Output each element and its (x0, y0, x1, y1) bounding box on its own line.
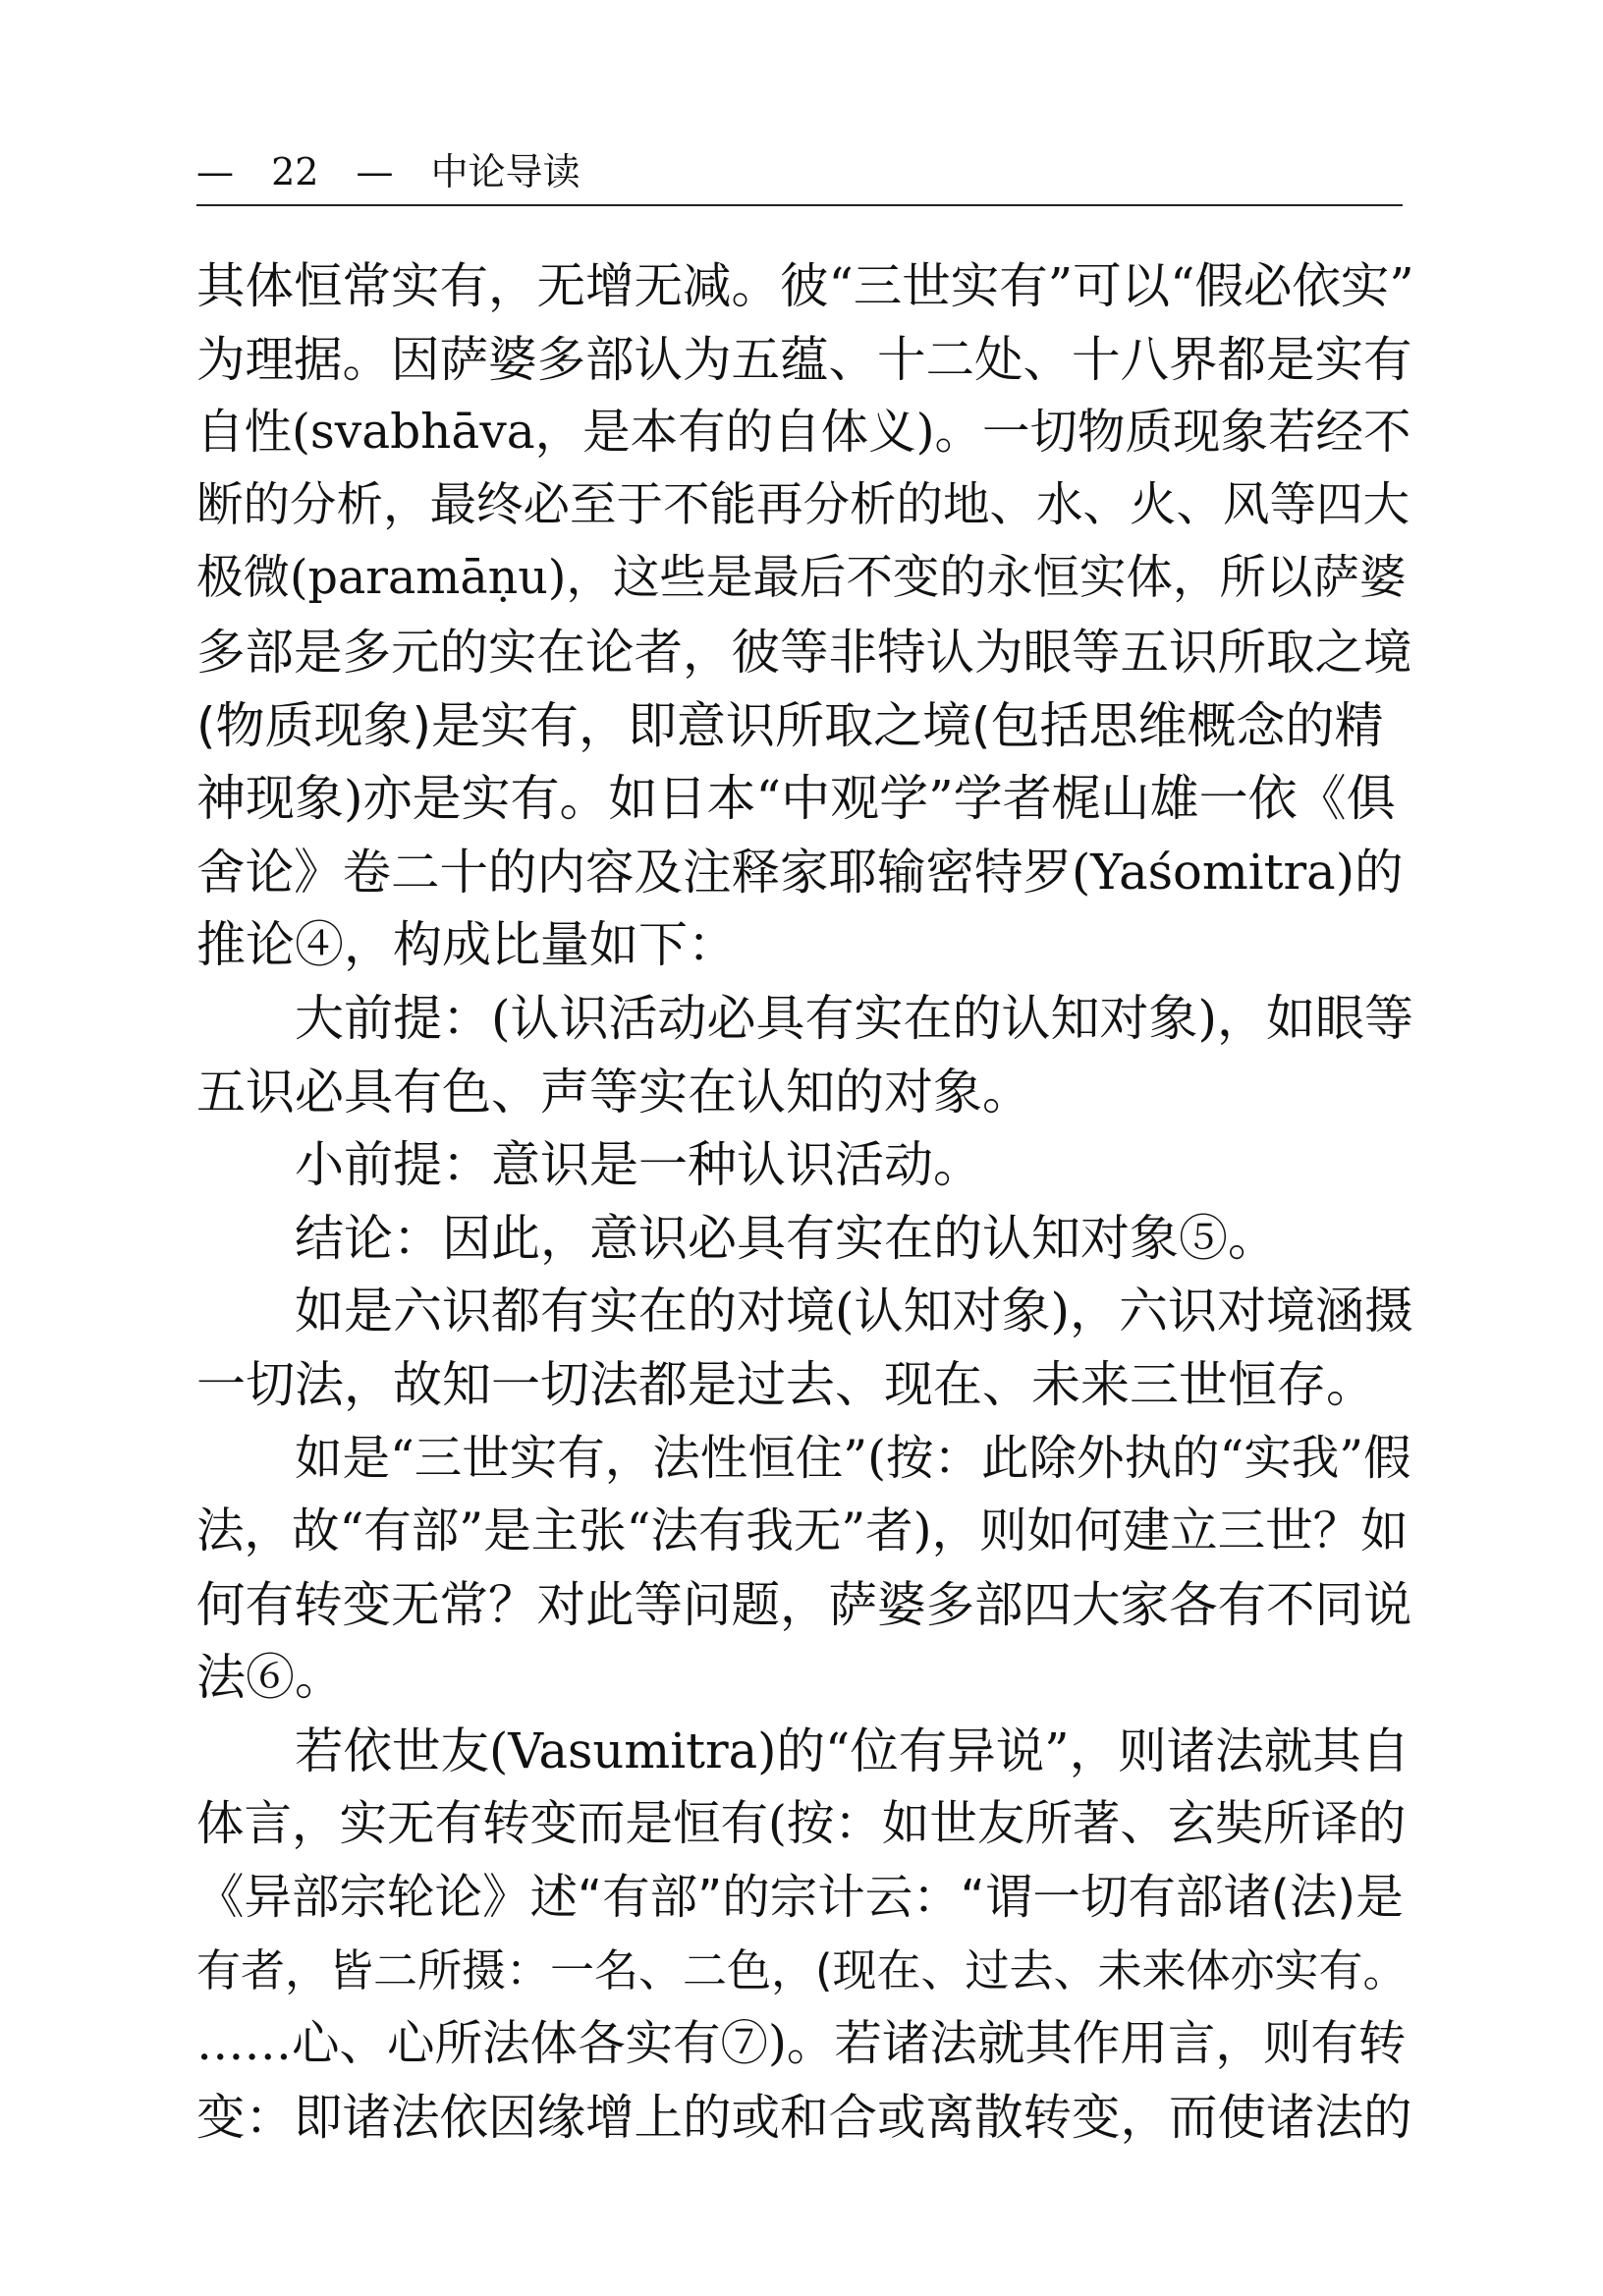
page-number: 22 (271, 150, 319, 193)
text-line: 若依世友(Vasumitra)的“位有异说”，则诸法就其自 (295, 1722, 1410, 1779)
text-line: 为理据。因萨婆多部认为五蕴、十二处、十八界都是实有 (196, 330, 1412, 388)
text-line: 大前提：(认识活动必具有实在的认知对象)，如眼等 (295, 989, 1414, 1047)
text-line: 极微(paramāṇu)，这些是最后不变的永恒实体，所以萨婆 (196, 551, 1407, 606)
text-line: 法，故“有部”是主张“法有我无”者)，则如何建立三世？如 (196, 1503, 1409, 1559)
text-line: 多部是多元的实在论者，彼等非特认为眼等五识所取之境 (196, 623, 1412, 681)
text-line: 变：即诸法依因缘增上的或和合或离散转变，而使诸法的 (196, 2088, 1412, 2146)
text-line: (物质现象)是实有，即意识所取之境(包括思维概念的精 (196, 696, 1384, 754)
text-line: 如是六识都有实在的对境(认知对象)，六识对境涵摄 (295, 1283, 1414, 1340)
text-line: 自性(svabhāva，是本有的自体义)。一切物质现象若经不 (196, 405, 1411, 461)
text-line: 神现象)亦是实有。如日本“中观学”学者梶山雄一依《俱 (196, 770, 1396, 828)
header-dash-left: — (196, 150, 234, 193)
text-line: 结论：因此，意识必具有实在的认知对象⑤。 (295, 1209, 1277, 1267)
text-line: 舍论》卷二十的内容及注释家耶输密特罗(Yaśomitra)的 (196, 843, 1404, 901)
text-line: 何有转变无常？对此等问题，萨婆多部四大家各有不同说 (196, 1575, 1412, 1633)
text-line: 有者，皆二所摄：一名、二色，(现在、过去、未来体亦实有。 (196, 1943, 1408, 1996)
book-title: 中论导读 (430, 150, 580, 193)
running-header (196, 147, 580, 196)
body-text (196, 249, 1414, 2154)
header-rule (196, 204, 1403, 206)
text-line: 断的分析，最终必至于不能再分析的地、水、火、风等四大 (196, 477, 1410, 532)
text-line: 如是“三世实有，法性恒住”(按：此除外执的“实我”假 (295, 1430, 1411, 1486)
text-line: 法⑥。 (196, 1649, 344, 1707)
header-dash-right: — (356, 150, 394, 193)
text-line: 一切法，故知一切法都是过去、现在、未来三世恒存。 (196, 1355, 1375, 1413)
text-line: 推论④，构成比量如下： (196, 916, 737, 974)
text-line: 小前提：意识是一种认识活动。 (295, 1136, 982, 1194)
text-line: 体言，实无有转变而是恒有(按：如世友所著、玄奘所译的 (196, 1796, 1407, 1852)
text-line: 其体恒常实有，无增无减。彼“三世实有”可以“假必依实” (196, 257, 1414, 314)
text-line: 五识必具有色、声等实在认知的对象。 (196, 1063, 1031, 1121)
text-line: 《异部宗轮论》述“有部”的宗计云：“谓一切有部诸(法)是 (196, 1870, 1404, 1926)
text-line: ……心、心所法体各实有⑦)。若诸法就其作用言，则有转 (196, 2016, 1407, 2072)
